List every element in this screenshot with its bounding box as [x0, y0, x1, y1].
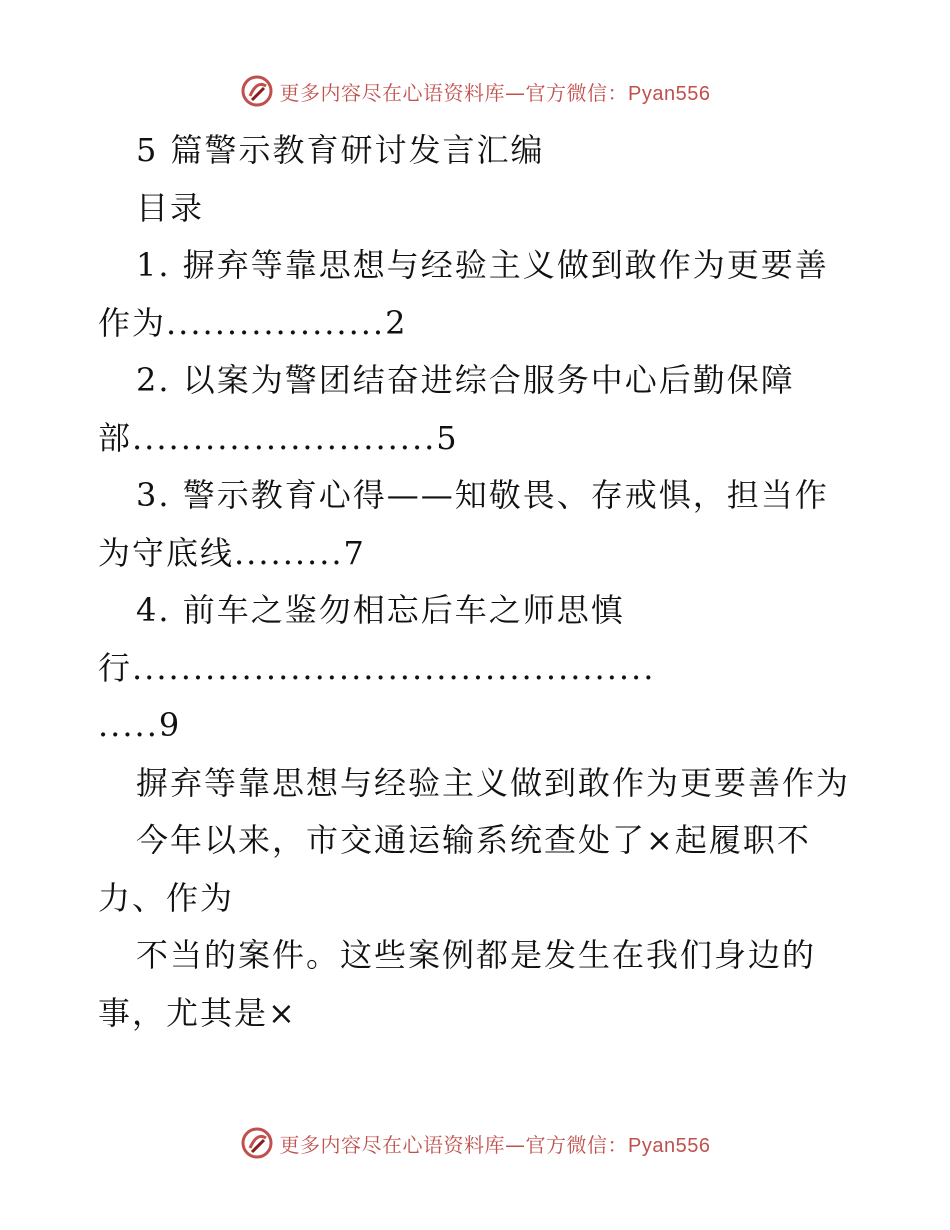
section-title: 摒弃等靠思想与经验主义做到敢作为更要善作为	[136, 763, 851, 802]
toc-line: 作为..................2	[98, 303, 408, 342]
toc-line: 2. 以案为警团结奋进综合服务中心后勤保障	[136, 361, 795, 399]
toc-line: 4. 前车之鉴勿相忘后车之师思慎	[136, 591, 625, 629]
footer-watermark	[0, 1126, 950, 1160]
toc-line: 为守底线.........7	[98, 533, 366, 572]
body-line: 不当的案件。这些案例都是发生在我们身边的	[136, 936, 817, 974]
toc-line: 1. 摒弃等靠思想与经验主义做到敢作为更要善	[136, 246, 829, 284]
watermark-text: 更多内容尽在心语资料库—官方微信：Pyan556	[279, 80, 711, 105]
watermark-text: 更多内容尽在心语资料库—官方微信：Pyan556	[279, 1132, 711, 1157]
toc-line: .....9	[98, 706, 182, 744]
header-watermark	[0, 74, 950, 108]
document-body	[98, 122, 858, 1042]
body-line: 今年以来，市交通运输系统查处了×起履职不	[136, 821, 811, 859]
red-seal-logo-icon	[240, 1126, 274, 1160]
toc-line: 3. 警示教育心得——知敬畏、存戒惧，担当作	[136, 476, 829, 514]
toc-heading: 目录	[136, 188, 205, 227]
body-line: 事，尤其是×	[98, 993, 297, 1032]
body-line: 力、作为	[98, 878, 235, 917]
document-title: 5 篇警示教育研讨发言汇编	[136, 131, 545, 169]
red-seal-logo-icon	[240, 74, 274, 108]
toc-line: 行...........................................	[98, 648, 656, 687]
toc-line: 部.........................5	[98, 418, 459, 457]
